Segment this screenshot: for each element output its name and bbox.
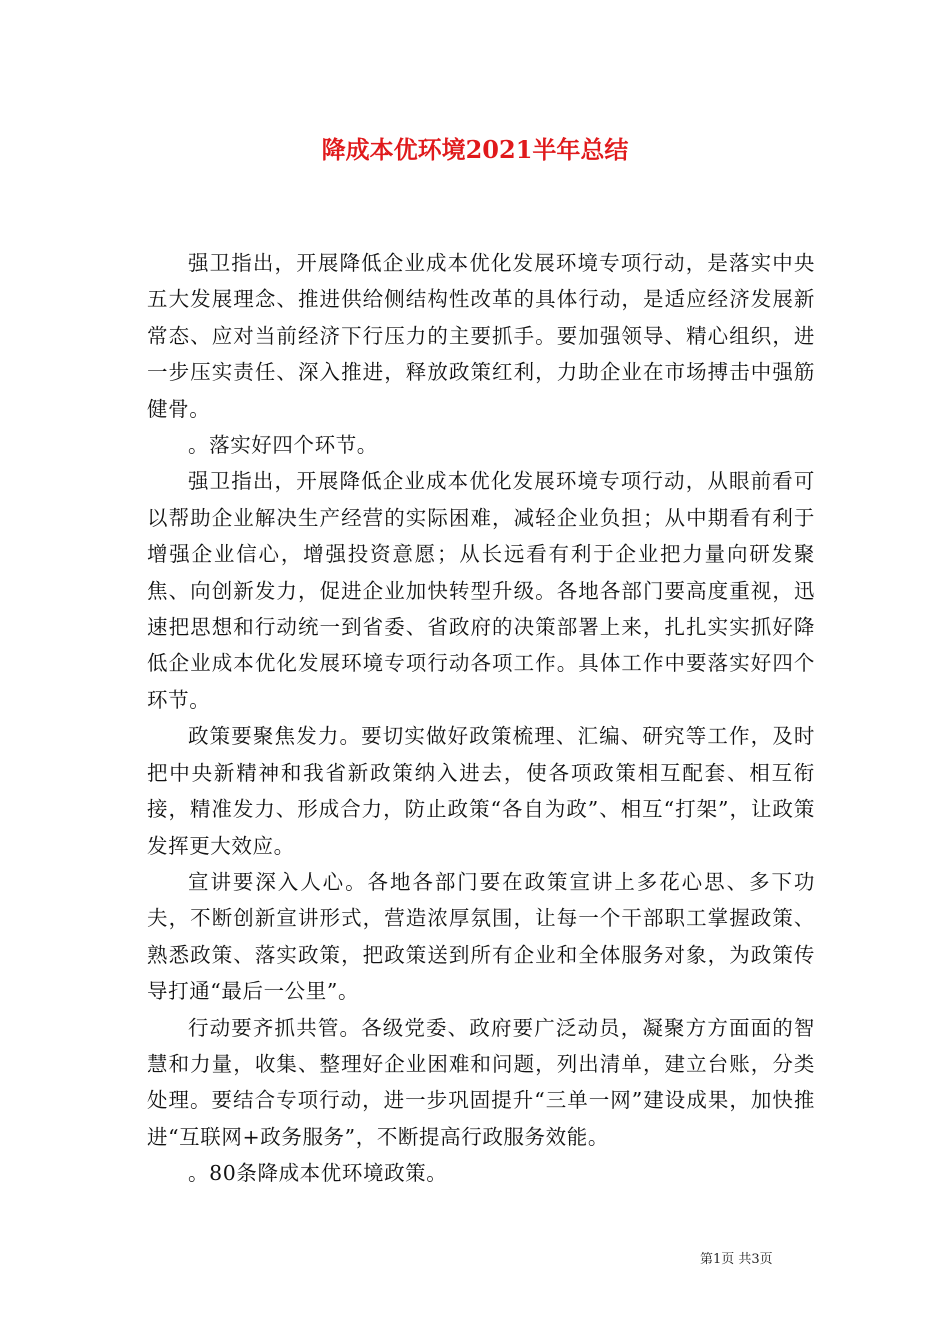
paragraph-intro: 强卫指出，开展降低企业成本优化发展环境专项行动，是落实中央五大发展理念、推进供给侧结构性改革的具体行动，是适应经济发展新常态、应对当前经济下行压力的主要抓手。要加强领导、精心组织，进一步压实责任、深入推进，释放政策红利，力助企业在市场搏击中强筋健骨。 xyxy=(147,251,815,421)
paragraph-policy-focus: 政策要聚焦发力。要切实做好政策梳理、汇编、研究等工作，及时把中央新精神和我省新政策纳入进去，使各项政策相互配套、相互衔接，精准发力、形成合力，防止政策“各自为政”、相互“打架”，让政策发挥更大效应。 xyxy=(147,724,815,858)
page-number-footer: 第1页 共3页 xyxy=(700,1252,773,1267)
document-title: 降成本优环境2021半年总结 xyxy=(321,135,629,164)
paragraph-importance: 强卫指出，开展降低企业成本优化发展环境专项行动，从眼前看可以帮助企业解决生产经营的实际困难，减轻企业负担；从中期看有利于增强企业信心，增强投资意愿；从长远看有利于企业把力量向研发聚焦、向创新发力，促进企业加快转型升级。各地各部门要高度重视，迅速把思想和行动统一到省委、省政府的决策部署上来，扎扎实实抓好降低企业成本优化发展环境专项行动各项工作。具体工作中要落实好四个环节。 xyxy=(147,469,815,712)
document-body xyxy=(147,245,815,1192)
paragraph-section-heading-80-policies: 。80条降成本优环境政策。 xyxy=(188,1161,448,1186)
paragraph-publicity: 宣讲要深入人心。各地各部门要在政策宣讲上多花心思、多下功夫，不断创新宣讲形式，营造浓厚氛围，让每一个干部职工掌握政策、熟悉政策、落实政策，把政策送到所有企业和全体服务对象，为政策传导打通“最后一公里”。 xyxy=(147,869,815,1004)
paragraph-section-heading-four-links: 。落实好四个环节。 xyxy=(188,433,378,458)
paragraph-joint-management: 行动要齐抓共管。各级党委、政府要广泛动员，凝聚方方面面的智慧和力量，收集、整理好企业困难和问题，列出清单，建立台账，分类处理。要结合专项行动，进一步巩固提升“三单一网”建设成果，加快推进“互联网+政务服务”，不断提高行政服务效能。 xyxy=(147,1015,815,1149)
